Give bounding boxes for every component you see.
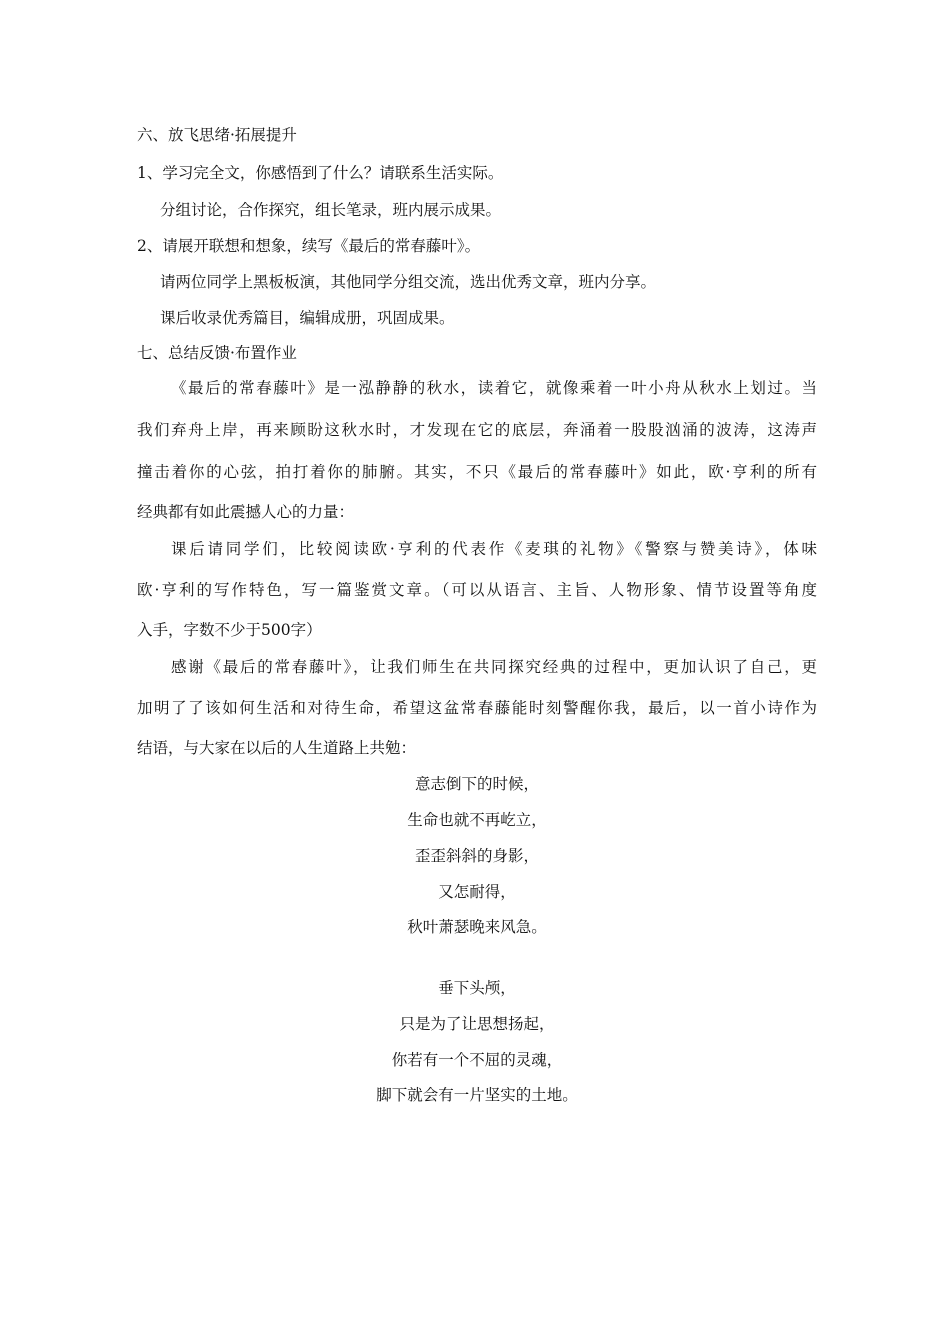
item-2-question: 2、请展开联想和想象，续写《最后的常春藤叶》。 bbox=[137, 237, 481, 255]
paragraph-2-line: 欧·亨利的写作特色，写一篇鉴赏文章。（可以从语言、主旨、人物形象、情节设置等角度 bbox=[137, 581, 817, 599]
poem-line: 脚下就会有一片坚实的土地。 bbox=[376, 1086, 578, 1104]
item-2-note-2: 课后收录优秀篇目，编辑成册，巩固成果。 bbox=[160, 309, 455, 327]
paragraph-1-line: 我们弃舟上岸，再来顾盼这秋水时，才发现在它的底层，奔涌着一股股汹涌的波涛，这涛声 bbox=[137, 421, 817, 439]
paragraph-3-line: 感谢《最后的常春藤叶》，让我们师生在共同探究经典的过程中，更加认识了自己，更 bbox=[171, 658, 817, 676]
paragraph-1-line: 《最后的常春藤叶》是一泓静静的秋水，读着它，就像乘着一叶小舟从秋水上划过。当 bbox=[171, 379, 817, 397]
paragraph-2-line: 课后请同学们，比较阅读欧·亨利的代表作《麦琪的礼物》《警察与赞美诗》，体味 bbox=[171, 540, 817, 558]
paragraph-2-line: 入手，字数不少于500字） bbox=[137, 621, 322, 639]
paragraph-1-line: 经典都有如此震撼人心的力量： bbox=[137, 503, 355, 521]
poem-line: 歪歪斜斜的身影， bbox=[414, 847, 539, 865]
poem-line: 又怎耐得， bbox=[438, 883, 516, 901]
section-6-heading: 六、放飞思绪·拓展提升 bbox=[137, 126, 297, 144]
poem-line: 只是为了让思想扬起， bbox=[399, 1015, 555, 1033]
paragraph-1-line: 撞击着你的心弦，拍打着你的肺腑。其实，不只《最后的常春藤叶》如此，欧·亨利的所有 bbox=[137, 463, 817, 481]
paragraph-3-line: 加明了了该如何生活和对待生命，希望这盆常春藤能时刻警醒你我，最后，以一首小诗作为 bbox=[137, 699, 817, 717]
paragraph-3-line: 结语，与大家在以后的人生道路上共勉： bbox=[137, 739, 417, 757]
item-1-note: 分组讨论，合作探究，组长笔录，班内展示成果。 bbox=[160, 201, 502, 219]
section-7-heading: 七、总结反馈·布置作业 bbox=[137, 344, 297, 362]
item-1-question: 1、学习完全文，你感悟到了什么？请联系生活实际。 bbox=[137, 164, 504, 182]
poem-line: 生命也就不再屹立， bbox=[407, 811, 547, 829]
poem-line: 你若有一个不屈的灵魂， bbox=[391, 1051, 563, 1069]
poem-line: 秋叶萧瑟晚来风急。 bbox=[407, 918, 547, 936]
item-2-note-1: 请两位同学上黑板板演，其他同学分组交流，选出优秀文章，班内分享。 bbox=[160, 273, 657, 291]
poem-line: 垂下头颅， bbox=[438, 979, 516, 997]
poem-line: 意志倒下的时候， bbox=[414, 775, 539, 793]
